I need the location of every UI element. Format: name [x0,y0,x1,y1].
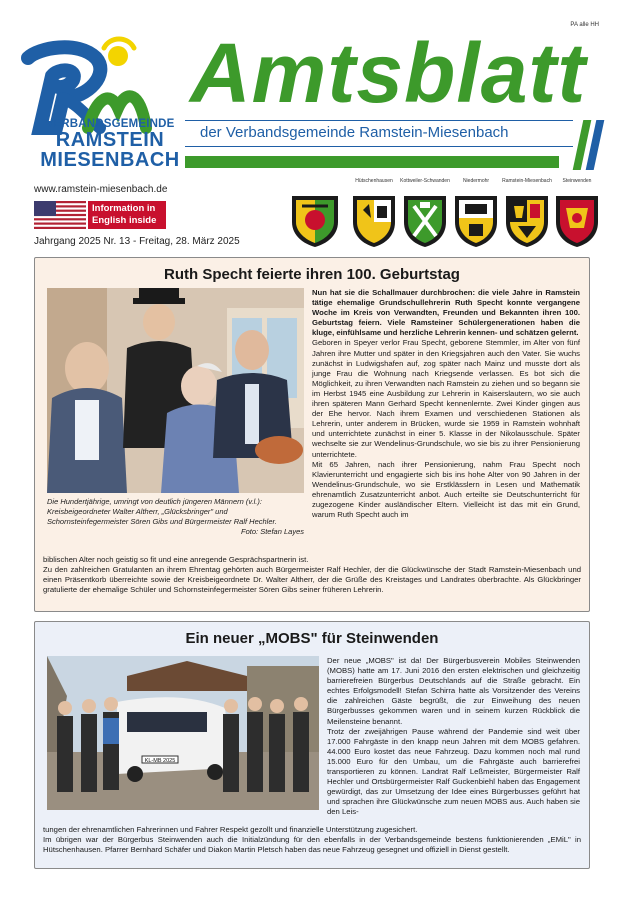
logo-line-3: MIESENBACH [40,149,180,171]
article-birthday-column [312,288,580,520]
article-birthday-fullwidth [43,555,581,595]
pa-note: PA alle HH [570,22,599,28]
issue-info: Jahrgang 2025 Nr. 13 - Freitag, 28. März 2025 [34,236,240,247]
article-birthday-headline: Ruth Specht feierte ihren 100. Geburtstag [164,266,460,283]
shield-vg-icon [286,192,344,248]
article-mobs-p1: Der neue „MOBS" ist da! Der Bürgerbusverein Mobiles Steinwenden (MOBS) hatte am 17. Juni 2016 den ersten elektrischen und gleichzeitig barrierefreien Bürgerbus Deutschlands auf die Straße gebracht. Ein echtes Erfolgsmodell! Stefan Schirra hatte als Vorsitzender des Vereins die zahlreichen Gäste begrüßt, die zur Einweihung des neuen Bürgerbusses gekommen waren und in seinem kurzen Rückblick die Meilensteine benannt. [327,656,580,726]
article-birthday-lead: Nun hat sie die Schallmauer durchbrochen: die viele Jahre in Ramstein tätige ehemalige Grundschullehrerin Ruth Specht konnte vergangene Woche im Kreis von Verwandten, Freunden und Bekannten ihren 100. Geburtstag feiern. Viele Ramsteiner Schülergenerationen haben die kluge, einfühlsame und herzliche Lehrerin kennen- und schätzen gelernt. [312,288,580,338]
coat-of-arms-ramstein-miesenbach: Ramstein-Miesenbach [498,178,556,248]
shield-niedermohr-icon [447,192,505,248]
photo-credit: Foto: Stefan Layes [241,527,304,536]
article-mobs-column [327,656,580,818]
photo-mobs-bus [47,656,319,810]
logo-line-1: VERBANDSGEMEINDE [45,118,175,130]
coat-of-arms-niedermohr: Niedermohr [447,178,505,248]
article-mobs-headline: Ein neuer „MOBS" für Steinwenden [185,630,439,647]
article-mobs-p4: Im übrigen war der Bürgerbus Steinwenden auch die Initialzündung für den ebenfalls in der Verbandsgemeinde bestens funktionierenden „EMiL" in Hütschenhausen. Pfarrer Bernhard Schäfer und Diakon Martin Pletsch haben das neue Fahrzeug gesegnet und offiziell in Dienst gestellt. [43,835,581,855]
shield-steinwenden-icon [548,192,606,248]
masthead-subtitle: der Verbandsgemeinde Ramstein-Miesenbach [200,124,509,141]
article-birthday-p1: Geboren in Speyer verlor Frau Specht, geborene Stemmler, im Alter von fünf Jahren ihre Mutter und später in den Kriegsjahren auch den Vater. Sie wuchs zunächst in Ludwigshafen auf, zog später nach Mainz und musste dort als junge Frau die Wohnung nach Kriegsende verlassen. Es bot sich die Möglichkeit, zu ihren Verwandten nach Ramstein zu ziehen und so begann sie im Herbst 1945 eine Ausbildung zur Lehrerin in Kaiserslautern, wo sie auch ihren späteren Mann Gerhard Specht kennenlernte. Zwei Kinder gingen aus der Ehe hervor. Nach ihrem Examen und verschiedenen Stationen als Lehrerin, unter anderem in Brücken, wurde sie 1959 in Ramstein wohnhaft und unterrichtete zunächst in einer 5. Klasse in der Nikolausschule. Später wechselte sie zur Wendelinus-Grundschule, wo sie bis zu ihrer Pensionierung unterrichtete. [312,338,580,459]
article-birthday-p2: Mit 65 Jahren, nach ihrer Pensionierung, nahm Frau Specht noch Klavierunterricht und engagierte sich bis ins hohe Alter von 90 Jahren in der Wendelinus-Grundschule, wo sie Erstklässlern in Lesen und Mathematik ehrenamtlich Zusatzunterricht anbot. Auch erteilte sie Deutschunterricht für zugezogene Kinder ausländischer Eltern. Vielleicht ist das mit ein Grund, warum Ruth Specht auch im [312,459,580,520]
article-birthday-p3: biblischen Alter noch geistig so fit und eine anregende Gesprächspartnerin ist. [43,555,309,564]
masthead-title: Amtsblatt [190,26,587,120]
website-link[interactable]: www.ramstein-miesenbach.de [34,184,168,195]
logo-text [30,118,190,170]
article-birthday-p4: Zu den zahlreichen Gratulanten an ihrem Ehrentag gehörten auch Bürgermeister Ralf Hechler, der die Glückwünsche der Stadt Ramstein-Miesenbach und einen Präsentkorb überreichte sowie der Kreisbeigeordnete Dr. Walter Altherr, der die Grüße des Kreistages und Landrates überbrachte. Als Glückbringer gratulierte der ehemalige Schüler und Schornsteinfegermeister Sören Gibs seiner früheren Lehrerin. [43,565,581,595]
coat-of-arms-steinwenden: Steinwenden [548,178,606,248]
bus-license-plate: KL-MB 2025 [144,758,176,764]
coat-of-arms-vg [286,178,344,248]
article-mobs-p3: tungen der ehrenamtlichen Fahrerinnen und Fahrer Respekt gezollt und finanzielle Unterstützung zugesichert. [43,825,418,834]
coat-of-arms-kottweiler-schwanden: Kottweiler-Schwanden [396,178,454,248]
masthead-green-bar [185,156,559,168]
english-info-box: Information in English inside [88,201,166,229]
shield-huetschenhausen-icon [345,192,403,248]
photo-birthday [47,288,304,493]
article-mobs-fullwidth [43,825,581,855]
article-mobs-p2: Trotz der zweijährigen Pause während der Pandemie sind weit über 17.000 Fahrgäste in den knapp neun Jahren mit dem MOBS gefahren. 44.000 Euro kostet das neue Fahrzeug. Dazu kommen noch mal rund 15.000 Euro für den Umbau, um die Fahrgäste auch barrierefrei transportieren zu können. Landrat Ralf Leßmeister, Bürgermeister Ralf Hechler und Ortsbürgermeister Ralf Guckenbiehl haben das Engagement gewürdigt, das zur Umsetzung der Idee eines Bürgerbusses geführt hat und sprachen ihre Glückwünsche zum neuen MOBS aus. Auch haben sie den Leis- [327,726,580,817]
photo-birthday-caption: Die Hundertjährige, umringt von deutlich jüngeren Männern (v.l.): Kreisbeigeordneter Walter Altherr, „Glücksbringer" und Schornsteinfegermeister Sören Gibs und Bürgermeister Ralf Hechler. Foto: Stefan Layes [47,497,304,536]
logo-line-2: RAMSTEIN [55,129,165,151]
shield-kottweiler-icon [396,192,454,248]
coat-of-arms-huetschenhausen: Hütschenhausen [345,178,403,248]
usa-flag-icon [34,201,86,229]
